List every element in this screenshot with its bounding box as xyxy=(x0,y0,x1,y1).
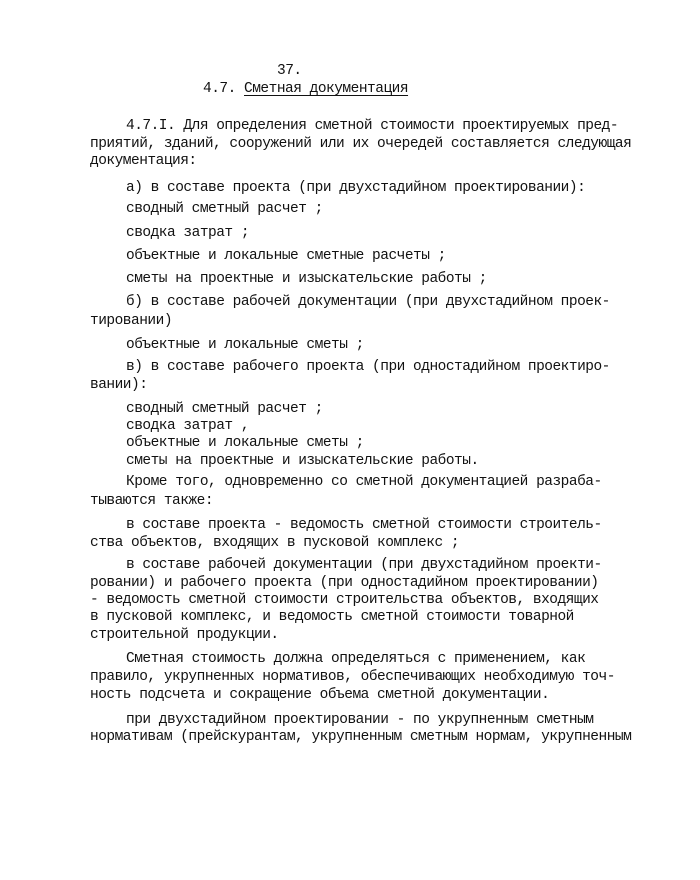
text-line: в составе рабочей документации (при двухстадийном проекти- xyxy=(126,557,602,573)
text-line: ства объектов, входящих в пусковой комплекс ; xyxy=(90,535,460,551)
page-number: 37. xyxy=(277,63,302,79)
text-line: в пусковой комплекс, и ведомость сметной стоимости товарной xyxy=(90,609,574,625)
text-line: в составе проекта - ведомость сметной стоимости строитель- xyxy=(126,517,602,533)
text-line: объектные и локальные сметные расчеты ; xyxy=(126,248,446,264)
text-line: строительной продукции. xyxy=(90,627,279,643)
text-line: нормативам (прейскурантам, укрупненным сметным нормам, укрупненным xyxy=(90,729,632,745)
section-title: Сметная документация xyxy=(244,81,409,97)
text-line: приятий, зданий, сооружений или их очередей составляется следующая xyxy=(90,136,632,152)
text-line: вании): xyxy=(90,377,148,393)
text-line: сводка затрат ; xyxy=(126,225,250,241)
text-line: документация: xyxy=(90,153,197,169)
text-line: правило, укрупненных нормативов, обеспечивающих необходимую точ- xyxy=(90,669,615,685)
text-line: тировании) xyxy=(90,313,173,329)
text-line: сводка затрат , xyxy=(126,418,250,434)
text-line: а) в составе проекта (при двухстадийном проектировании): xyxy=(126,180,586,196)
text-line: ровании) и рабочего проекта (при одностадийном проектировании) xyxy=(90,575,599,591)
section-number: 4.7. xyxy=(203,81,236,97)
text-line: объектные и локальные сметы ; xyxy=(126,435,364,451)
text-line: сметы на проектные и изыскательские работы. xyxy=(126,453,479,469)
text-line: Сметная стоимость должна определяться с применением, как xyxy=(126,651,586,667)
text-line: сметы на проектные и изыскательские работы ; xyxy=(126,271,487,287)
text-line: сводный сметный расчет ; xyxy=(126,401,323,417)
text-line: б) в составе рабочей документации (при двухстадийном проек- xyxy=(126,294,610,310)
text-line: объектные и локальные сметы ; xyxy=(126,337,364,353)
text-line: ность подсчета и сокращение объема сметной документации. xyxy=(90,687,550,703)
text-line: 4.7.I. Для определения сметной стоимости проектируемых пред- xyxy=(126,118,619,134)
text-line: тываются также: xyxy=(90,493,214,509)
text-line: при двухстадийном проектировании - по укрупненным сметным xyxy=(126,712,594,728)
text-line: в) в составе рабочего проекта (при одностадийном проектиро- xyxy=(126,359,610,375)
section-heading xyxy=(203,80,408,98)
text-line: сводный сметный расчет ; xyxy=(126,201,323,217)
text-line: - ведомость сметной стоимости строительства объектов, входящих xyxy=(90,592,599,608)
text-line: Кроме того, одновременно со сметной документацией разраба- xyxy=(126,474,602,490)
